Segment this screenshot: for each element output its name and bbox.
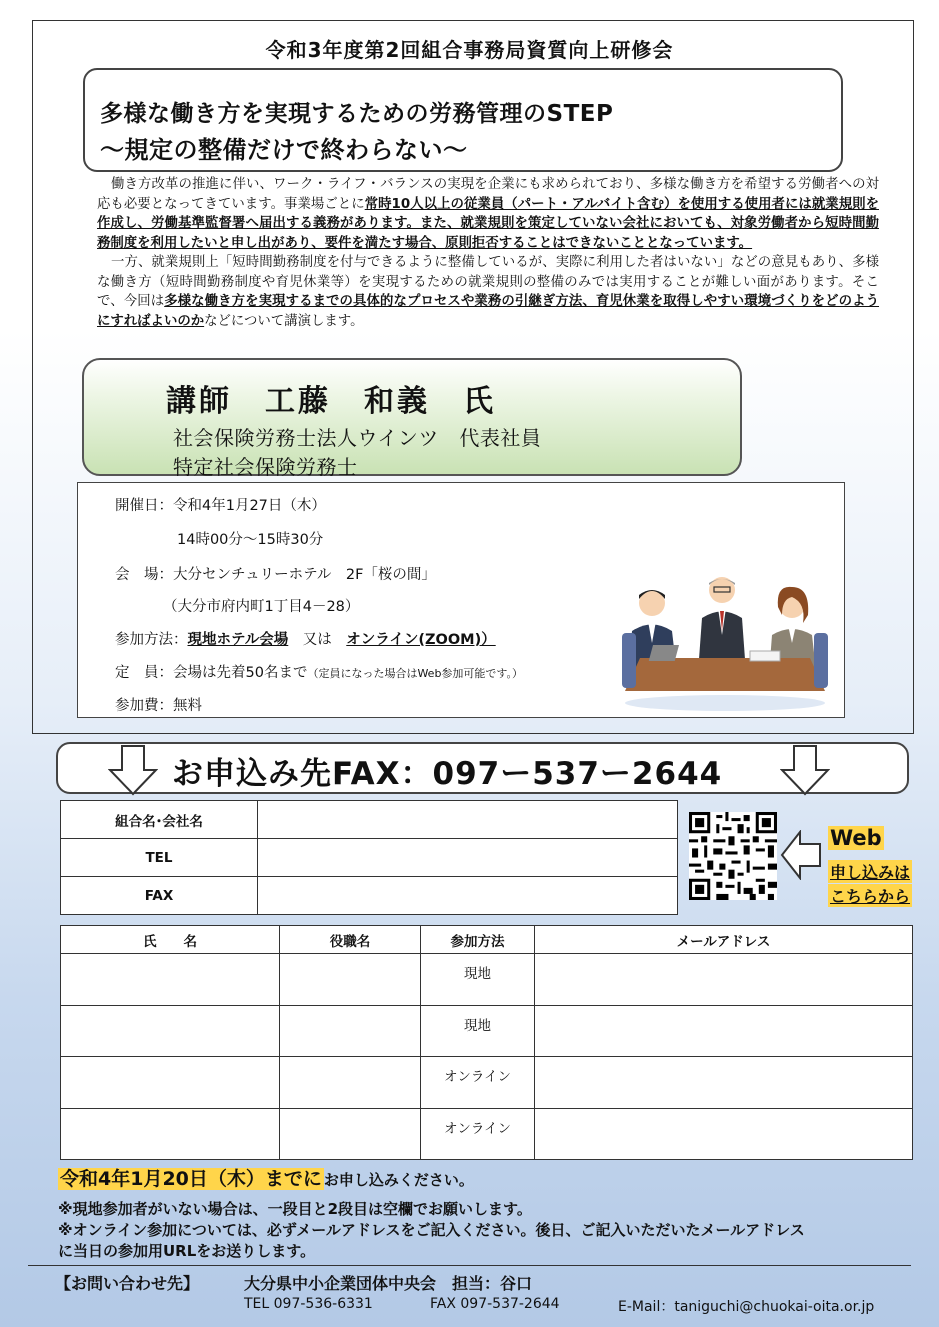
participants-form bbox=[60, 925, 913, 1160]
method-row bbox=[115, 628, 496, 649]
fee-label: 参加費： bbox=[115, 698, 173, 714]
contact-org: 大分県中小企業団体中央会 担当：谷口 bbox=[244, 1274, 533, 1293]
deadline-row bbox=[58, 1164, 474, 1191]
left-arrow-icon bbox=[780, 830, 822, 880]
org-name-label: 組合名･会社名 bbox=[61, 801, 258, 839]
table-row bbox=[61, 801, 678, 839]
table-row bbox=[61, 1057, 913, 1109]
org-name-field[interactable] bbox=[258, 801, 678, 839]
date-value: 令和4年1月27日（木） bbox=[173, 498, 326, 514]
email-field[interactable] bbox=[535, 1005, 913, 1057]
tel-label: TEL bbox=[61, 839, 258, 877]
organization-form bbox=[60, 800, 678, 915]
col-name: 氏 名 bbox=[61, 926, 280, 954]
time-row: 14時00分～15時30分 bbox=[177, 532, 324, 548]
position-field[interactable] bbox=[280, 1108, 421, 1160]
fee-value: 無料 bbox=[173, 698, 202, 714]
method-cell: オンライン bbox=[421, 1057, 535, 1109]
event-title: 令和3年度第2回組合事務局資質向上研修会 bbox=[265, 38, 674, 62]
note-2: ※オンライン参加については、必ずメールアドレスをご記入ください。後日、ご記入いただいたメールアドレス bbox=[58, 1221, 805, 1239]
contact-fax: FAX 097-537-2644 bbox=[430, 1296, 560, 1312]
note-3: に当日の参加用URLをお送りします。 bbox=[58, 1242, 316, 1260]
capacity-label: 定 員： bbox=[115, 665, 173, 681]
seminar-title: 多様な働き方を実現するための労務管理のSTEP bbox=[100, 101, 614, 127]
capacity-note: （定員になった場合はWeb参加可能です。） bbox=[307, 667, 524, 680]
intro-p1-emphasis: 常時10人以上の従業員（パート・アルバイト含む）を使用する使用者には就業規則を作成し、労働基準監督署へ届出する義務があります。また、就業規則を策定していない会社においても、対象労働者から短時間勤務制度を利用したいと申し出があり、要件を満たす場合、原則拒否することはできないこととなっています。 bbox=[97, 196, 879, 251]
method-online: オンライン(ZOOM)） bbox=[346, 632, 496, 648]
tel-field[interactable] bbox=[258, 839, 678, 877]
deadline-date: 令和4年1月20日（木）までに bbox=[60, 1168, 322, 1190]
footer-divider bbox=[28, 1265, 911, 1266]
web-link-line1[interactable]: 申し込みは bbox=[828, 860, 912, 883]
method-cell: オンライン bbox=[421, 1108, 535, 1160]
table-row bbox=[61, 877, 678, 915]
lecturer-name: 講師 工藤 和義 氏 bbox=[166, 384, 496, 419]
method-onsite: 現地ホテル会場 bbox=[187, 632, 289, 648]
down-arrow-icon bbox=[780, 744, 830, 796]
venue-value: 大分センチュリーホテル 2F「桜の間」 bbox=[173, 567, 436, 583]
name-field[interactable] bbox=[61, 1057, 280, 1109]
col-position: 役職名 bbox=[280, 926, 421, 954]
down-arrow-icon bbox=[108, 744, 158, 796]
method-label: 参加方法： bbox=[115, 632, 188, 648]
web-link-line2[interactable]: こちらから bbox=[828, 884, 912, 907]
note-1: ※現地参加者がいない場合は、一段目と2段目は空欄でお願いします。 bbox=[58, 1200, 532, 1218]
table-row bbox=[61, 839, 678, 877]
table-row bbox=[61, 1005, 913, 1057]
fax-label: FAX bbox=[61, 877, 258, 915]
position-field[interactable] bbox=[280, 1057, 421, 1109]
method-cell: 現地 bbox=[421, 954, 535, 1006]
table-header-row bbox=[61, 926, 913, 954]
intro-p2-text: 一方、就業規則上「短時間勤務制度を付与できるように整備しているが、実際に利用した者はいない」などの意見もあり、多様な働き方（短時間勤務制度や育児休業等）を実現するための就業規則の整備のみでは実用することが難しい面があります。そこで、今回は bbox=[97, 255, 879, 309]
meeting-illustration bbox=[620, 563, 830, 713]
qr-code[interactable] bbox=[689, 812, 777, 900]
contact-label: 【お問い合わせ先】 bbox=[55, 1274, 200, 1293]
venue-row bbox=[115, 563, 436, 584]
name-field[interactable] bbox=[61, 1005, 280, 1057]
date-label: 開催日： bbox=[115, 498, 173, 514]
seminar-subtitle: ～規定の整備だけで終わらない～ bbox=[100, 136, 468, 164]
web-title: Web bbox=[830, 826, 882, 850]
intro-p2-emphasis: 多様な働き方を実現するまでの具体的なプロセスや業務の引継ぎ方法、育児休業を取得しやすい環境づくりをどのようにすればよいのか bbox=[97, 294, 880, 329]
col-email: メールアドレス bbox=[535, 926, 913, 954]
intro-paragraph-1 bbox=[97, 175, 879, 253]
intro-p1-text: 働き方改革の推進に伴い、ワーク・ライフ・バランスの実現を企業にも求められており、多様な働き方を希望する労働者への対応も必要となってきています。事業場ごとに bbox=[97, 177, 879, 212]
capacity-row bbox=[115, 661, 523, 682]
contact-tel: TEL 097-536-6331 bbox=[244, 1296, 373, 1312]
email-field[interactable] bbox=[535, 1057, 913, 1109]
lecturer-org: 社会保険労務士法人ウインツ 代表社員 bbox=[173, 426, 542, 450]
intro-p2-tail: などについて講演します。 bbox=[204, 313, 364, 329]
name-field[interactable] bbox=[61, 954, 280, 1006]
method-cell: 現地 bbox=[421, 1005, 535, 1057]
table-row bbox=[61, 954, 913, 1006]
fax-field[interactable] bbox=[258, 877, 678, 915]
contact-email[interactable]: E-Mail：taniguchi@chuokai-oita.or.jp bbox=[618, 1299, 875, 1315]
fax-number: お申込み先FAX：097ー537ー2644 bbox=[172, 756, 723, 792]
deadline-text: お申し込みください。 bbox=[323, 1171, 474, 1189]
position-field[interactable] bbox=[280, 1005, 421, 1057]
email-field[interactable] bbox=[535, 954, 913, 1006]
email-field[interactable] bbox=[535, 1108, 913, 1160]
name-field[interactable] bbox=[61, 1108, 280, 1160]
lecturer-cert: 特定社会保険労務士 bbox=[173, 455, 358, 479]
venue-label: 会 場： bbox=[115, 567, 173, 583]
intro-paragraph-2 bbox=[97, 253, 879, 331]
table-row bbox=[61, 1108, 913, 1160]
position-field[interactable] bbox=[280, 954, 421, 1006]
address-row: （大分市府内町1丁目4－28） bbox=[163, 599, 360, 615]
date-row bbox=[115, 494, 326, 515]
col-method: 参加方法 bbox=[421, 926, 535, 954]
intro-text bbox=[97, 175, 879, 331]
method-or: 又は bbox=[288, 632, 347, 648]
capacity-value: 会場は先着50名まで bbox=[173, 665, 308, 681]
fee-row bbox=[115, 694, 202, 715]
